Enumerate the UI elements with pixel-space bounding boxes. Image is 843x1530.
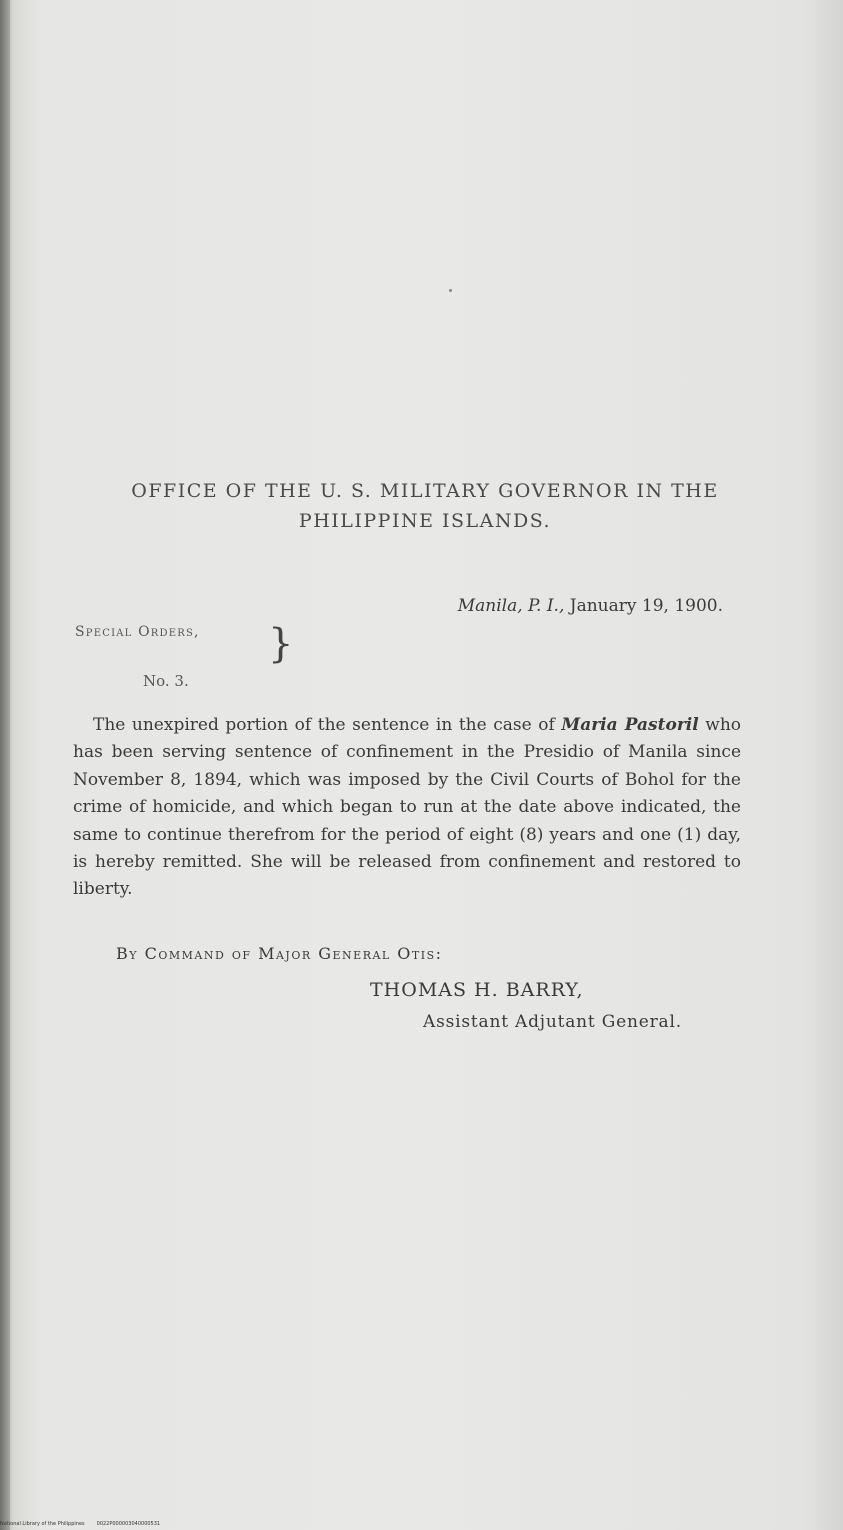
dateline-place: Manila, P. I., [457, 596, 565, 616]
signer-name: THOMAS H. BARRY, [370, 979, 584, 1001]
page-spine-edge [0, 0, 10, 1530]
prisoner-name: Maria Pastoril [561, 715, 699, 735]
footer-library: National Library of the Philippines [0, 1521, 85, 1527]
dateline-date: January 19, 1900. [564, 596, 723, 616]
header-line-2: PHILIPPINE ISLANDS. [298, 510, 552, 532]
header-line-1: OFFICE OF THE U. S. MILITARY GOVERNOR IN THE [131, 480, 719, 502]
paper-speck [449, 289, 452, 292]
special-orders-number: No. 3. [143, 672, 189, 690]
footer-id: 0022P000003040000531 [96, 1521, 161, 1527]
brace-icon: } [268, 621, 294, 667]
command-line: By Command of Major General Otis: [116, 944, 443, 963]
body-part-1: The unexpired portion of the sentence in the case of [93, 715, 562, 735]
order-body [73, 712, 741, 904]
special-orders-label: Special Orders, [75, 624, 200, 640]
body-part-2: who has been serving sentence of confinement in the Presidio of Manila since November 8, 1894, which was imposed by the Civil Courts of Bohol for the crime of homicide, and which began to run at the date above indicated, the same to continue therefrom for the period of eight (8) years and one (1) day, is hereby remitted. She will be released from confinement and restored to liberty. [73, 715, 742, 900]
footer [0, 1521, 172, 1527]
dateline [458, 596, 723, 616]
signer-title: Assistant Adjutant General. [423, 1012, 682, 1032]
